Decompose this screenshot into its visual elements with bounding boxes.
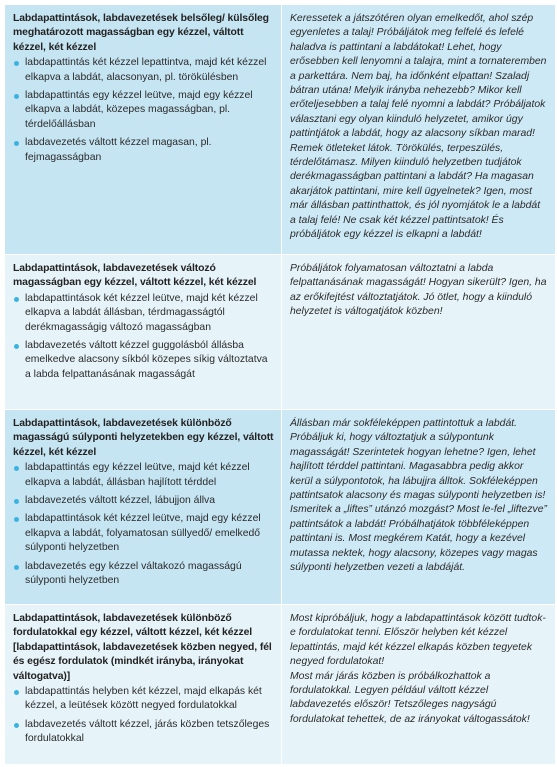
exercise-list <box>13 56 274 165</box>
exercise-cell <box>5 410 282 605</box>
exercise-list <box>13 685 274 747</box>
list-item <box>13 685 274 714</box>
table-row <box>5 255 556 410</box>
list-item <box>13 136 274 165</box>
list-item <box>13 56 274 85</box>
bullet-icon <box>14 297 19 302</box>
bullet-icon <box>14 499 19 504</box>
bullet-icon <box>14 517 19 522</box>
instruction-cell <box>282 410 556 605</box>
instruction-cell <box>282 605 556 765</box>
list-item-text: labdavezetés egy kézzel váltakozó magasságú súlyponti helyzetben <box>25 560 242 587</box>
list-item <box>13 292 274 335</box>
list-item-text: labdapattintás két kézzel lepattintva, majd két kézzel elkapva a labdát, alacsonyan, pl. törökülésben <box>25 57 267 83</box>
exercise-list <box>13 292 274 382</box>
exercise-cell <box>5 605 282 765</box>
exercise-list <box>13 461 274 588</box>
instruction-text: Próbáljátok folyamatosan változtatni a labda felpattanásának magasságát! Hogyan sikerült? Igen, ha az erőkifejtést változtatjátok. Jó ötlet, hogy a kiinduló helyzetet is váltogatjátok közben! <box>290 263 547 318</box>
bullet-icon <box>14 61 19 66</box>
list-item-text: labdapattintás egy kézzel leütve, majd két kézzel elkapva a labdát, állásban hajlított térddel <box>25 462 250 488</box>
list-item <box>13 718 274 747</box>
list-item <box>13 89 274 132</box>
bullet-icon <box>14 690 19 695</box>
table-row <box>5 605 556 765</box>
list-item-text: labdapattintás helyben két kézzel, majd elkapás két kézzel, a leütések között negyed fordulatokkal <box>25 686 262 712</box>
exercise-heading: Labdapattintások, labdavezetések belsőleg/ külsőleg meghatározott magasságban egy kézzel, váltott kézzel, két kézzel <box>13 13 269 53</box>
list-item-text: labdavezetés váltott kézzel, járás közben tetszőleges fordulatokkal <box>25 718 270 745</box>
bullet-icon <box>14 466 19 471</box>
list-item <box>13 494 274 508</box>
exercise-heading: Labdapattintások, labdavezetések különböző fordulatokkal egy kézzel, váltott kézzel, két kézzel [labdapattintások, labdavezetések közben negyed, fél és egész fordulatok (mindkét irányba, irányokat váltogatva)] <box>13 613 272 682</box>
exercise-heading: Labdapattintások, labdavezetések különböző magasságú súlyponti helyzetekben egy kézzel, váltott kézzel, két kézzel <box>13 418 274 458</box>
activity-table <box>4 4 556 765</box>
list-item <box>13 461 274 490</box>
instruction-text: Állásban már sokféleképpen pattintottuk a labdát. Próbáljuk ki, hogy változtatjuk a súlypontunk magasságát! Szerintetek hogyan lehetne? Igen, lehet hajlított térddel pattintani. Magasabbra pedig akkor kerül a súlypontotok, ha lábujjra álltok. Sokféleképpen pattintsatok alacsony és magas súlyponti helyzetben is! Ismeritek a „liftes” utánzó mozgást? Most le-fel „liftezve” pattintsátok a labdát! Próbálhatjátok többféleképpen pattintani is. Most megkérem Katát, hogy a kezével mutassa nektek, hogy alacsony, közepes vagy magas súlyponti helyzetben vezeti a labdáját. <box>290 418 547 574</box>
bullet-icon <box>14 344 19 349</box>
list-item-text: labdavezetés váltott kézzel, lábujjon állva <box>25 495 216 507</box>
bullet-icon <box>14 565 19 570</box>
list-item <box>13 512 274 555</box>
instruction-cell <box>282 255 556 410</box>
instruction-text: Keressetek a játszótéren olyan emelkedőt, ahol szép egyenletes a talaj! Próbáljátok meg felfelé és lefelé haladva is pattintani a labdátokat! Lehet, hogy erősebben kell lenyomni a talajra, mint a tornateremben a parkettára. Nem baj, ha időnként elpattan! Szaladj bátran utána! Melyik irányba nehezebb? Mikor kell erőteljesebben a talaj felé nyomni a labdát? Próbáljatok választani egy olyan kiinduló helyzetet, amikor úgy pattintjátok a labdát, hogy az alacsony síkban marad! Remek ötleteket látok. Törökülés, terpeszülés, térdelőtámasz. Milyen kiinduló helyzetben tudjátok derékmagasságban pattintani a labdát? Ha magasan akarjátok pattintani, mire kell ügyelnetek? Igen, most már állásban pattinthattok, és jól nyomjátok le a labdát a talaj felé! Ne csak két kézzel pattintsatok! És próbáljátok egy kézzel is elkapni a labdát! <box>290 13 547 241</box>
bullet-icon <box>14 141 19 146</box>
exercise-cell <box>5 255 282 410</box>
table-row <box>5 5 556 255</box>
list-item-text: labdapattintások két kézzel leütve, majd egy kézzel elkapva a labdát, folyamatosan süllyedő/ emelkedő súlyponti helyzetben <box>25 513 261 554</box>
table-row <box>5 410 556 605</box>
instruction-cell <box>282 5 556 255</box>
list-item-text: labdapattintás egy kézzel leütve, majd egy kézzel elkapva a labdát, közepes magasságban, pl. térdelőállásban <box>25 90 253 130</box>
instruction-text: Most kipróbáljuk, hogy a labdapattintások között tudtok-e fordulatokat tenni. Először helyben két kézzel lepattintás, majd két kézzel elkapás közben tegyetek negyed fordulatokat! Most már járás közben is próbálkozhattok a fordulatokkal. Legyen például váltott kézzel labdavezetés először! Tetszőleges nagyságú fordulatokat tehettek, de az irányokat váltogassátok! <box>290 613 546 725</box>
list-item <box>13 560 274 589</box>
list-item <box>13 339 274 382</box>
exercise-heading: Labdapattintások, labdavezetések változó magasságban egy kézzel, váltott kézzel, két kézzel <box>13 263 257 289</box>
list-item-text: labdavezetés váltott kézzel guggolásból állásba emelkedve alacsony síkból közepes síkig változtatva a labda felpattanásának magasságát <box>25 340 268 380</box>
bullet-icon <box>14 94 19 99</box>
list-item-text: labdavezetés váltott kézzel magasan, pl. fejmagasságban <box>25 137 212 163</box>
bullet-icon <box>14 723 19 728</box>
list-item-text: labdapattintások két kézzel leütve, majd két kézzel elkapva a labdát állásban, térdmagasságtól derékmagasságig változó magasságban <box>25 292 258 333</box>
exercise-cell <box>5 5 282 255</box>
